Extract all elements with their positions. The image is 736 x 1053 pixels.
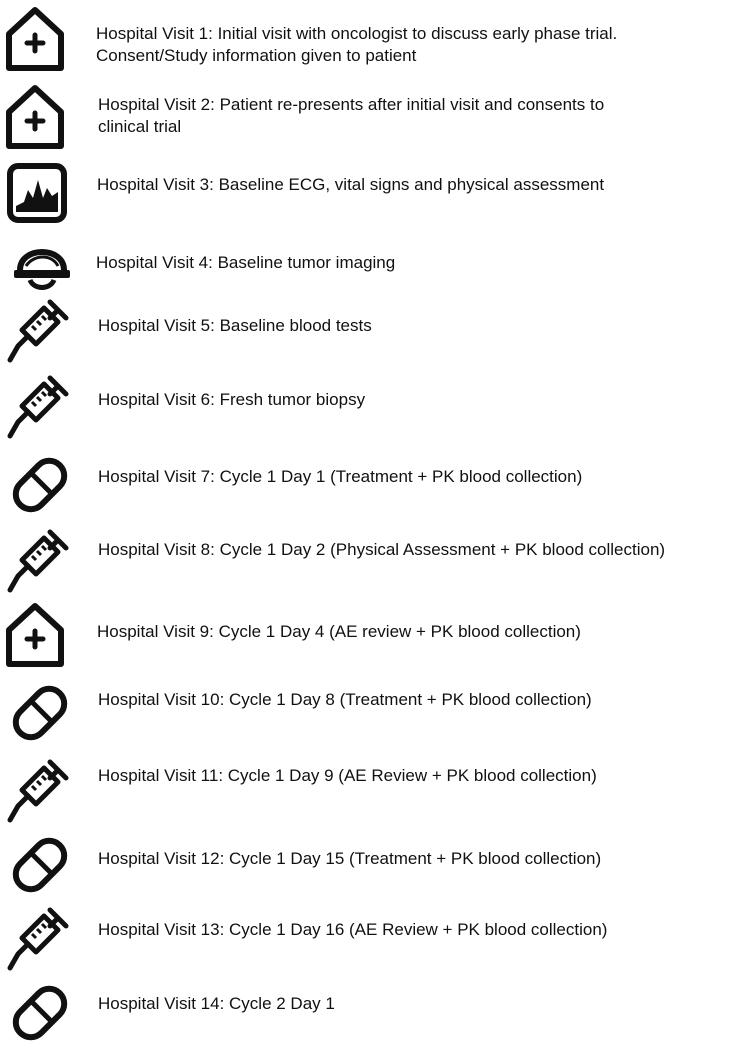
visit-row-8	[0, 522, 736, 592]
visit-row-10	[0, 678, 736, 748]
syringe-icon	[6, 298, 72, 364]
visit-label: Hospital Visit 6: Fresh tumor biopsy	[98, 390, 366, 409]
visit-row-13	[0, 902, 736, 974]
visit-row-4	[0, 232, 736, 292]
pill-icon	[8, 834, 72, 898]
visit-label: Hospital Visit 2: Patient re-presents after initial visit and consents to clinical trial	[98, 95, 605, 136]
visit-label: Hospital Visit 3: Baseline ECG, vital signs and physical assessment	[97, 175, 605, 194]
visit-row-11	[0, 752, 736, 826]
visit-label: Hospital Visit 11: Cycle 1 Day 9 (AE Review + PK blood collection)	[98, 766, 597, 785]
visit-row-12	[0, 830, 736, 900]
visit-row-14	[0, 978, 736, 1050]
visit-row-1	[0, 0, 736, 78]
visit-label: Hospital Visit 5: Baseline blood tests	[98, 316, 372, 335]
hospital-icon	[5, 600, 65, 668]
ecg-monitor-icon	[6, 162, 68, 224]
visit-label: Hospital Visit 14: Cycle 2 Day 1	[98, 994, 335, 1013]
visit-label: Hospital Visit 4: Baseline tumor imaging	[96, 253, 396, 272]
syringe-icon	[6, 374, 72, 440]
visit-label: Hospital Visit 1: Initial visit with oncologist to discuss early phase trial. Consent/Study information given to patient	[96, 24, 618, 65]
hospital-icon	[5, 4, 65, 72]
visit-row-6	[0, 370, 736, 440]
syringe-icon	[6, 758, 72, 824]
hospital-icon	[5, 82, 65, 150]
visit-label: Hospital Visit 8: Cycle 1 Day 2 (Physical Assessment + PK blood collection)	[98, 540, 666, 559]
pill-icon	[8, 982, 72, 1046]
visit-row-7	[0, 448, 736, 518]
visit-label: Hospital Visit 10: Cycle 1 Day 8 (Treatment + PK blood collection)	[98, 690, 592, 709]
visit-row-9	[0, 598, 736, 674]
syringe-icon	[6, 528, 72, 594]
visit-label: Hospital Visit 12: Cycle 1 Day 15 (Treatment + PK blood collection)	[98, 849, 602, 868]
visit-row-5	[0, 296, 736, 366]
syringe-icon	[6, 906, 72, 972]
ct-scanner-icon	[12, 236, 74, 294]
visit-row-3	[0, 158, 736, 228]
pill-icon	[8, 682, 72, 746]
visit-label: Hospital Visit 9: Cycle 1 Day 4 (AE review + PK blood collection)	[97, 622, 581, 641]
visit-label: Hospital Visit 13: Cycle 1 Day 16 (AE Review + PK blood collection)	[98, 920, 608, 939]
visit-row-2	[0, 80, 736, 154]
visit-label: Hospital Visit 7: Cycle 1 Day 1 (Treatment + PK blood collection)	[98, 467, 583, 486]
pill-icon	[8, 454, 72, 518]
